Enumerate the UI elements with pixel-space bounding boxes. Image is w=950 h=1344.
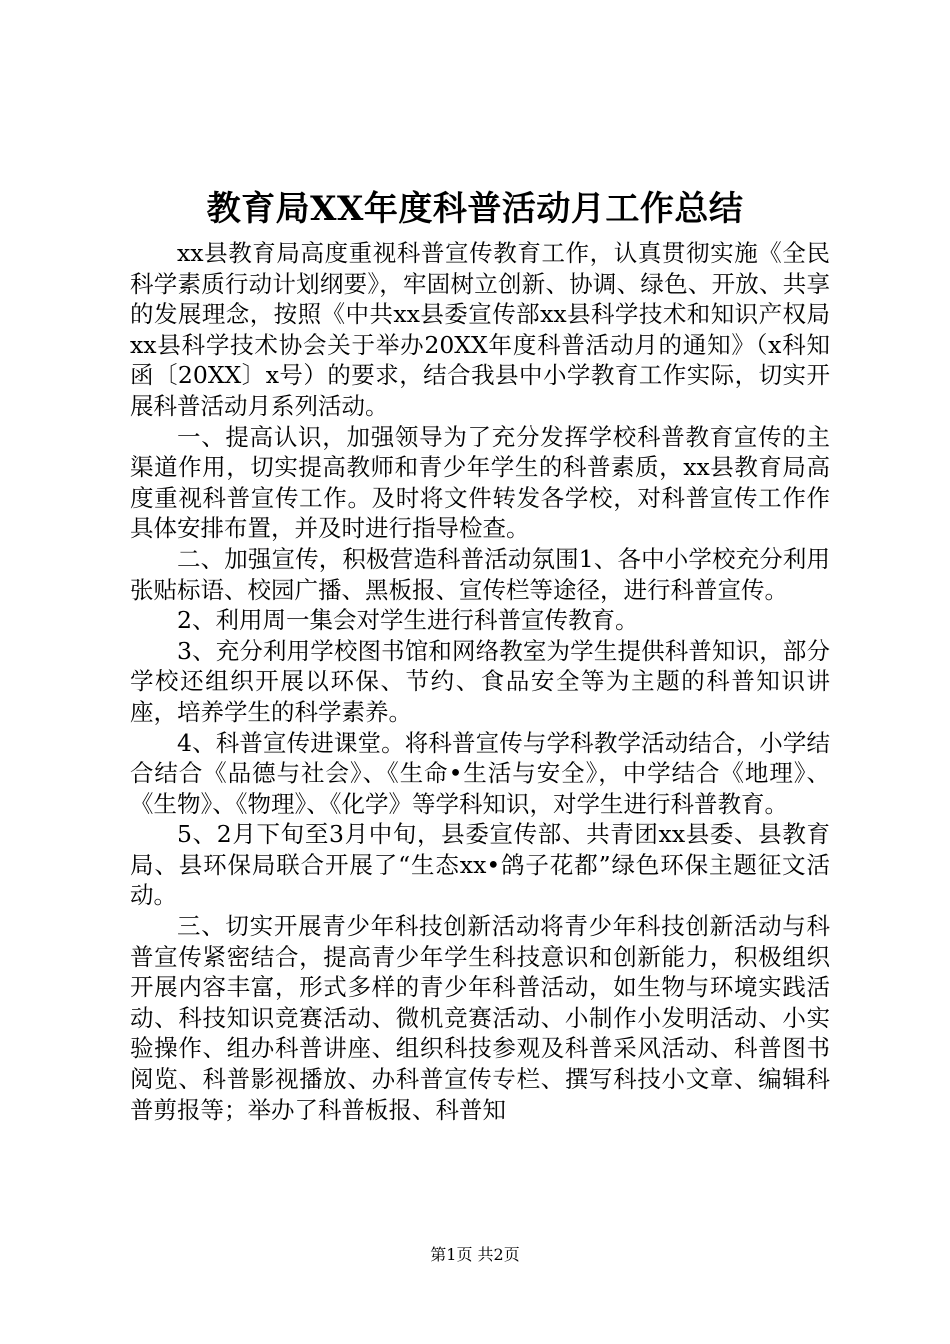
paragraph-item-3: 3、充分利用学校图书馆和网络教室为学生提供科普知识，部分学校还组织开展以环保、节约、食品安全等为主题的科普知识讲座，培养学生的科学素养。 <box>130 636 830 726</box>
document-body <box>130 238 830 1125</box>
document-title: 教育局XX年度科普活动月工作总结 <box>206 189 744 229</box>
page-footer: 第1页 共2页 <box>430 1245 520 1264</box>
paragraph-item-2: 2、利用周一集会对学生进行科普宣传教育。 <box>177 606 639 635</box>
paragraph-item-5: 5、2月下旬至3月中旬，县委宣传部、共青团xx县委、县教育局、县环保局联合开展了“生态xx•鸽子花都”绿色环保主题征文活动。 <box>130 820 830 910</box>
paragraph-section-1: 一、提高认识，加强领导为了充分发挥学校科普教育宣传的主渠道作用，切实提高教师和青少年学生的科普素质，xx县教育局高度重视科普宣传工作。及时将文件转发各学校，对科普宣传工作作具体安排布置，并及时进行指导检查。 <box>130 422 830 543</box>
paragraph-item-4: 4、科普宣传进课堂。将科普宣传与学科教学活动结合，小学结合结合《品德与社会》、《生命•生活与安全》，中学结合《地理》、《生物》、《物理》、《化学》等学科知识，对学生进行科普教育。 <box>130 728 830 818</box>
paragraph-section-2: 二、加强宣传，积极营造科普活动氛围1、各中小学校充分利用张贴标语、校园广播、黑板报、宣传栏等途径，进行科普宣传。 <box>130 544 830 604</box>
paragraph-section-3: 三、切实开展青少年科技创新活动将青少年科技创新活动与科普宣传紧密结合，提高青少年学生科技意识和创新能力，积极组织开展内容丰富，形式多样的青少年科普活动，如生物与环境实践活动、科技知识竞赛活动、微机竞赛活动、小制作小发明活动、小实验操作、组办科普讲座、组织科技参观及科普采风活动、科普图书阅览、科普影视播放、办科普宣传专栏、撰写科技小文章、编辑科普剪报等；举办了科普板报、科普知 <box>130 912 830 1124</box>
paragraph-intro: xx县教育局高度重视科普宣传教育工作，认真贯彻实施《全民科学素质行动计划纲要》，牢固树立创新、协调、绿色、开放、共享的发展理念，按照《中共xx县委宣传部xx县科学技术和知识产权局xx县科学技术协会关于举办20XX年度科普活动月的通知》（x科知函〔20XX〕x号）的要求，结合我县中小学教育工作实际，切实开展科普活动月系列活动。 <box>130 239 830 420</box>
